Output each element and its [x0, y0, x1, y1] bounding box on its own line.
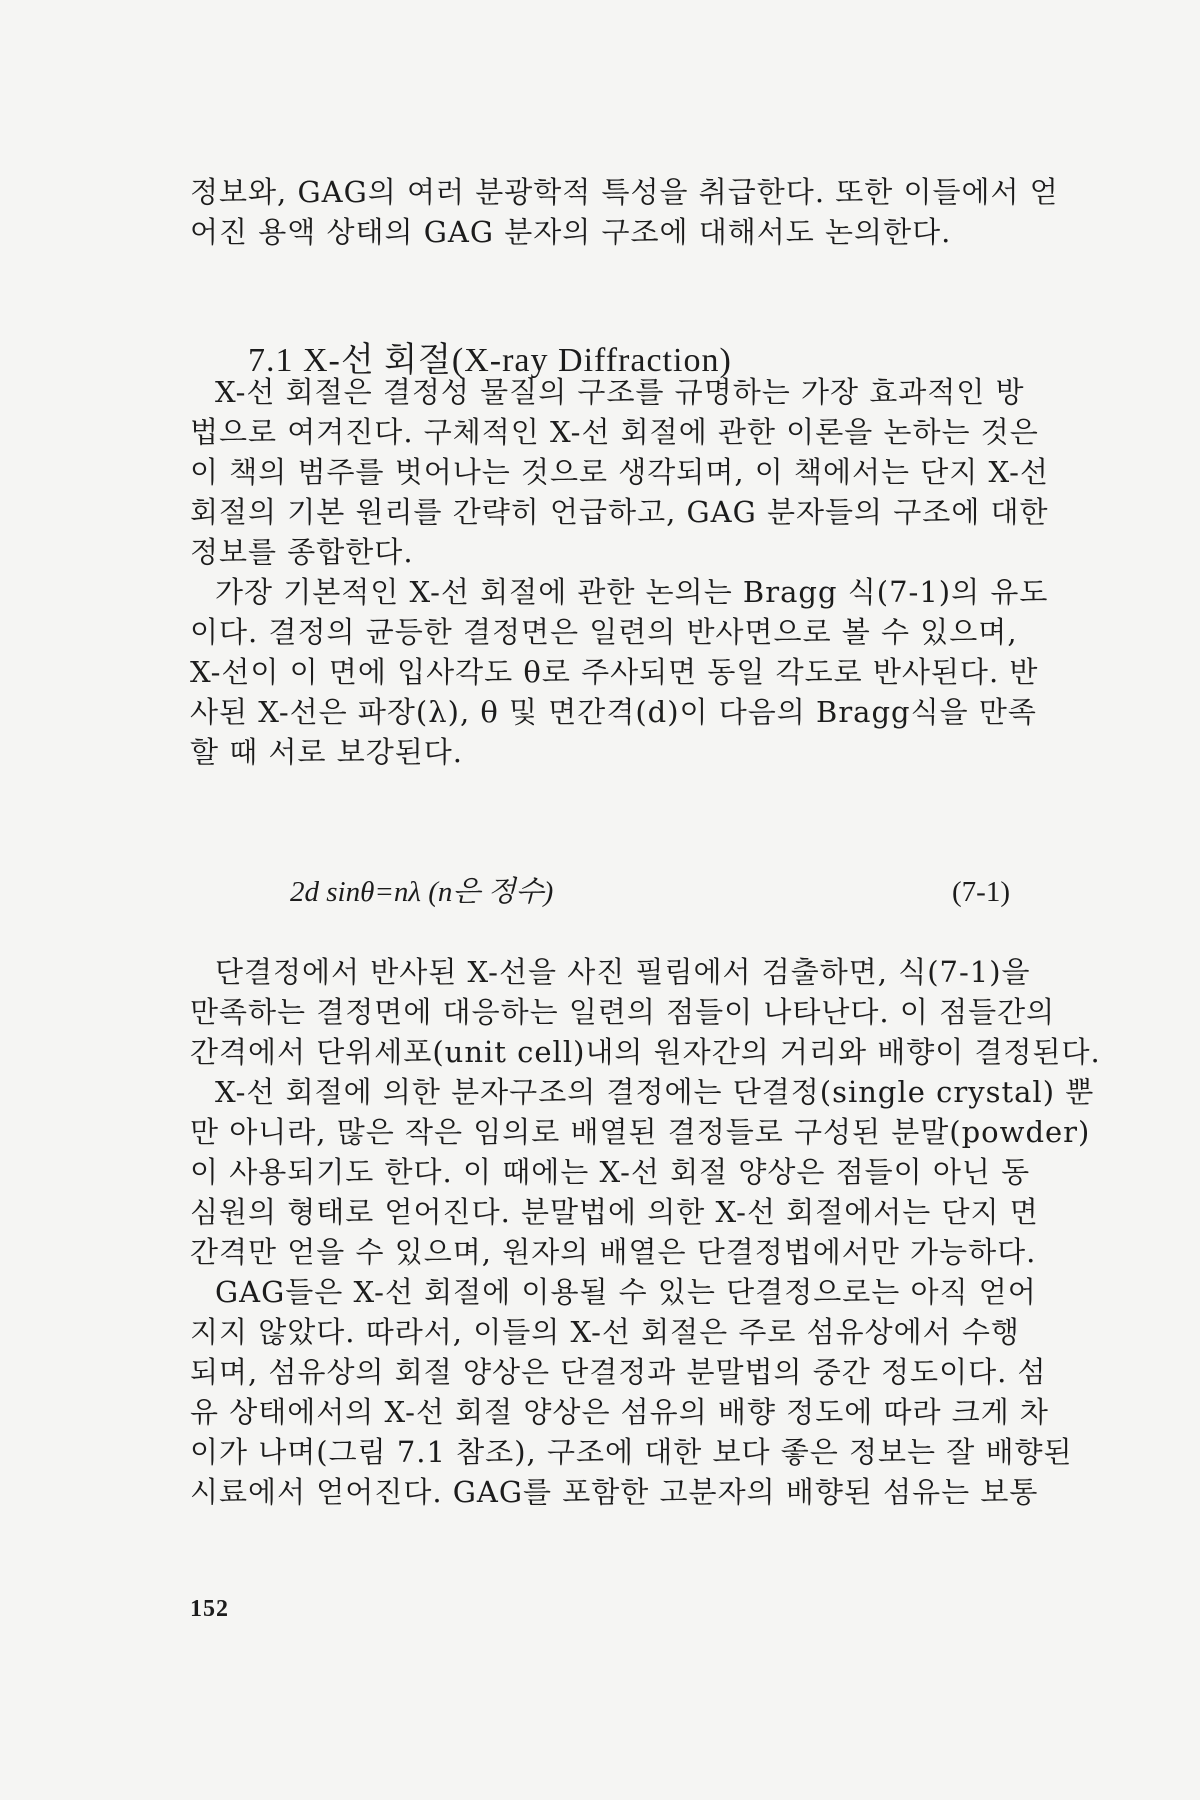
intro-line-1: 정보와, GAG의 여러 분광학적 특성을 취급한다. 또한 이들에서 얻 [190, 175, 1059, 209]
page-number: 152 [190, 1596, 229, 1622]
intro-line-2: 어진 용액 상태의 GAG 분자의 구조에 대해서도 논의한다. [190, 215, 952, 249]
para1-line-2: 법으로 여겨진다. 구체적인 X-선 회절에 관한 이론을 논하는 것은 [190, 415, 1039, 449]
para2-line-5: 할 때 서로 보강된다. [190, 735, 463, 769]
para3-line-3: 간격에서 단위세포(unit cell)내의 원자간의 거리와 배향이 결정된다. [190, 1035, 1101, 1069]
para1-line-3: 이 책의 범주를 벗어나는 것으로 생각되며, 이 책에서는 단지 X-선 [190, 455, 1049, 489]
para5-line-2: 지지 않았다. 따라서, 이들의 X-선 회절은 주로 섬유상에서 수행 [190, 1315, 1020, 1349]
para5-line-3: 되며, 섬유상의 회절 양상은 단결정과 분말법의 중간 정도이다. 섬 [190, 1355, 1047, 1389]
equation-body: 2d sinθ=nλ (n은 정수) [290, 876, 554, 908]
bragg-equation [290, 872, 1010, 914]
para1-line-1: X-선 회절은 결정성 물질의 구조를 규명하는 가장 효과적인 방 [215, 375, 1025, 409]
para1-line-5: 정보를 종합한다. [190, 535, 414, 569]
equation-number: (7-1) [952, 876, 1010, 908]
para3-line-2: 만족하는 결정면에 대응하는 일련의 점들이 나타난다. 이 점들간의 [190, 995, 1056, 1029]
para4-line-1: X-선 회절에 의한 분자구조의 결정에는 단결정(single crystal) 뿐 [215, 1075, 1095, 1109]
para5-line-6: 시료에서 얻어진다. GAG를 포함한 고분자의 배향된 섬유는 보통 [190, 1475, 1039, 1509]
para4-line-3: 이 사용되기도 한다. 이 때에는 X-선 회절 양상은 점들이 아닌 동 [190, 1155, 1031, 1189]
para3-line-1: 단결정에서 반사된 X-선을 사진 필림에서 검출하면, 식(7-1)을 [215, 955, 1031, 989]
para1-line-4: 회절의 기본 원리를 간략히 언급하고, GAG 분자들의 구조에 대한 [190, 495, 1049, 529]
para5-line-1: GAG들은 X-선 회절에 이용될 수 있는 단결정으로는 아직 얻어 [215, 1275, 1037, 1309]
para2-line-2: 이다. 결정의 균등한 결정면은 일련의 반사면으로 볼 수 있으며, [190, 615, 1018, 649]
para2-line-3: X-선이 이 면에 입사각도 θ로 주사되면 동일 각도로 반사된다. 반 [190, 655, 1039, 689]
para2-line-4: 사된 X-선은 파장(λ), θ 및 면간격(d)이 다음의 Bragg식을 만족 [190, 695, 1037, 729]
para4-line-5: 간격만 얻을 수 있으며, 원자의 배열은 단결정법에서만 가능하다. [190, 1235, 1037, 1269]
para5-line-5: 이가 나며(그림 7.1 참조), 구조에 대한 보다 좋은 정보는 잘 배향된 [190, 1435, 1073, 1469]
para5-line-4: 유 상태에서의 X-선 회절 양상은 섬유의 배향 정도에 따라 크게 차 [190, 1395, 1049, 1429]
para4-line-4: 심원의 형태로 얻어진다. 분말법에 의한 X-선 회절에서는 단지 면 [190, 1195, 1039, 1229]
para4-line-2: 만 아니라, 많은 작은 임의로 배열된 결정들로 구성된 분말(powder) [190, 1115, 1091, 1149]
section-heading: 7.1 X-선 회절(X-ray Diffraction) [248, 342, 732, 379]
para2-line-1: 가장 기본적인 X-선 회절에 관한 논의는 Bragg 식(7-1)의 유도 [215, 575, 1049, 609]
